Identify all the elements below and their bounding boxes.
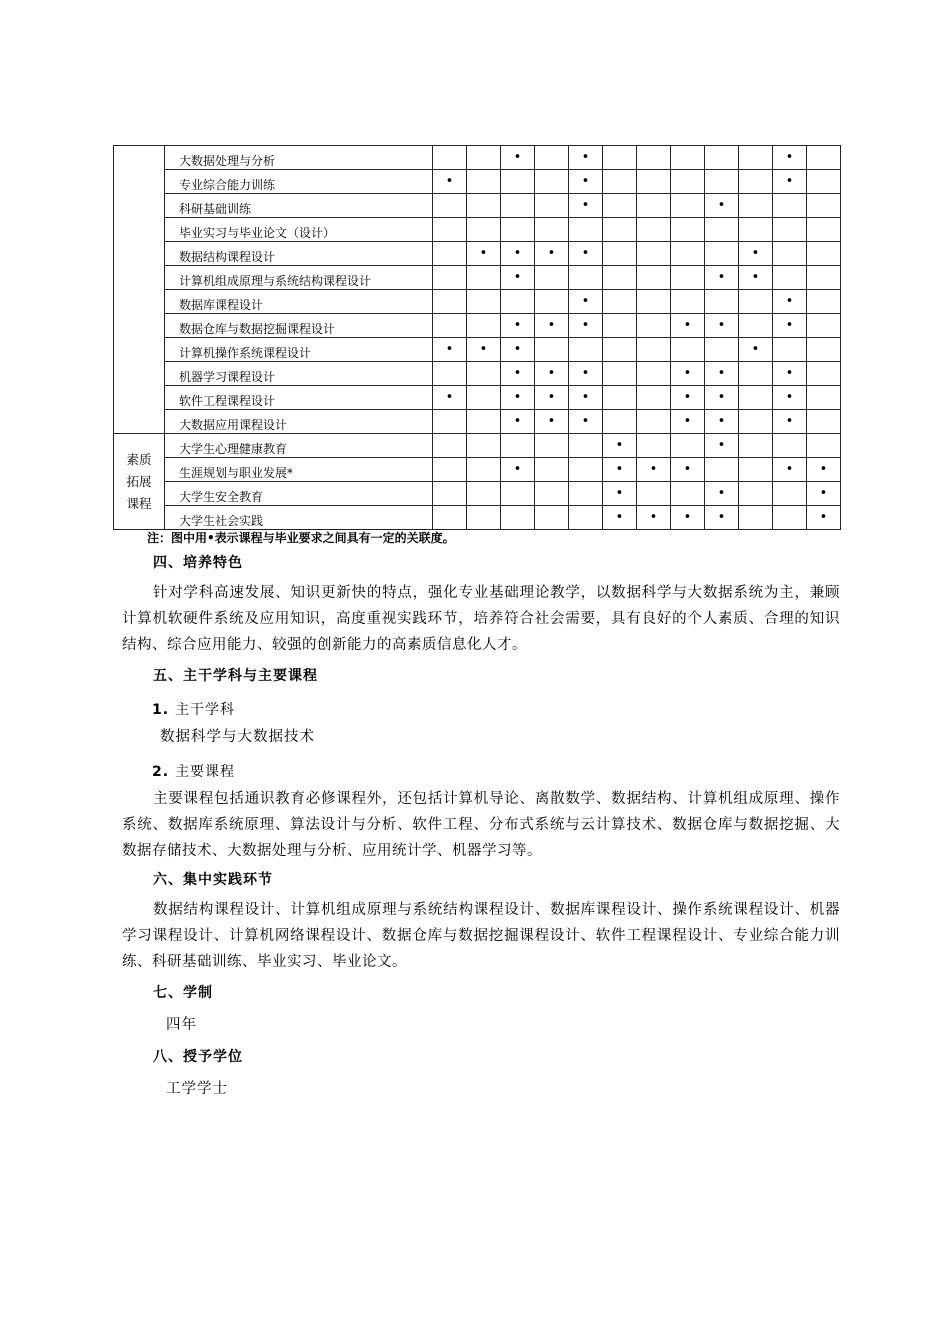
empty-cell xyxy=(637,434,671,458)
empty-cell xyxy=(467,314,501,338)
table-row xyxy=(114,386,841,410)
association-dot: • xyxy=(535,386,569,410)
empty-cell xyxy=(773,266,807,290)
association-dot: • xyxy=(603,506,637,530)
association-dot: • xyxy=(705,506,739,530)
empty-cell xyxy=(705,458,739,482)
table-row xyxy=(114,170,841,194)
empty-cell xyxy=(467,482,501,506)
association-dot: • xyxy=(603,458,637,482)
empty-cell xyxy=(807,410,841,434)
empty-cell xyxy=(603,386,637,410)
empty-cell xyxy=(739,194,773,218)
empty-cell xyxy=(671,434,705,458)
empty-cell xyxy=(603,338,637,362)
empty-cell xyxy=(807,386,841,410)
degree-text: 工学学士 xyxy=(166,1081,228,1097)
category-cell xyxy=(114,146,165,434)
subheading-number: 1. xyxy=(152,702,170,718)
association-dot: • xyxy=(671,410,705,434)
empty-cell xyxy=(603,194,637,218)
association-dot: • xyxy=(569,194,603,218)
empty-cell xyxy=(739,386,773,410)
empty-cell xyxy=(705,242,739,266)
subheading-main-discipline xyxy=(152,699,235,719)
empty-cell xyxy=(637,170,671,194)
association-dot: • xyxy=(467,242,501,266)
table-row xyxy=(114,290,841,314)
course-name: 数据库课程设计 xyxy=(165,290,433,314)
association-dot: • xyxy=(773,386,807,410)
empty-cell xyxy=(637,482,671,506)
empty-cell xyxy=(705,218,739,242)
empty-cell xyxy=(603,146,637,170)
empty-cell xyxy=(637,338,671,362)
empty-cell xyxy=(739,314,773,338)
course-name: 大学生社会实践 xyxy=(165,506,433,530)
table-row xyxy=(114,482,841,506)
empty-cell xyxy=(467,146,501,170)
empty-cell xyxy=(467,506,501,530)
empty-cell xyxy=(535,434,569,458)
association-dot: • xyxy=(773,170,807,194)
empty-cell xyxy=(603,170,637,194)
empty-cell xyxy=(535,218,569,242)
empty-cell xyxy=(807,362,841,386)
empty-cell xyxy=(773,482,807,506)
association-dot: • xyxy=(671,314,705,338)
association-dot: • xyxy=(569,170,603,194)
association-dot: • xyxy=(671,362,705,386)
table-row xyxy=(114,362,841,386)
table-row xyxy=(114,458,841,482)
association-dot: • xyxy=(433,386,467,410)
empty-cell xyxy=(569,458,603,482)
table-row xyxy=(114,242,841,266)
empty-cell xyxy=(535,170,569,194)
empty-cell xyxy=(637,266,671,290)
empty-cell xyxy=(433,362,467,386)
category-cell xyxy=(114,434,165,530)
table-row xyxy=(114,506,841,530)
empty-cell xyxy=(467,458,501,482)
empty-cell xyxy=(501,194,535,218)
association-dot: • xyxy=(569,410,603,434)
empty-cell xyxy=(773,434,807,458)
section-heading-features: 四、培养特色 xyxy=(153,555,243,571)
empty-cell xyxy=(535,194,569,218)
section-heading-disciplines: 五、主干学科与主要课程 xyxy=(153,668,318,684)
empty-cell xyxy=(433,194,467,218)
empty-cell xyxy=(705,338,739,362)
empty-cell xyxy=(705,146,739,170)
section-heading-degree: 八、授予学位 xyxy=(153,1049,243,1065)
course-name: 数据结构课程设计 xyxy=(165,242,433,266)
course-name: 计算机操作系统课程设计 xyxy=(165,338,433,362)
association-dot: • xyxy=(807,506,841,530)
association-dot: • xyxy=(433,338,467,362)
main-courses-paragraph: 主要课程包括通识教育必修课程外，还包括计算机导论、离散数学、数据结构、计算机组成原理、操作系统、数据库系统原理、算法设计与分析、软件工程、分布式系统与云计算技术、数据仓库与数据挖掘、大数据存储技术、大数据处理与分析、应用统计学、机器学习等。 xyxy=(122,791,840,859)
association-dot: • xyxy=(705,434,739,458)
empty-cell xyxy=(807,266,841,290)
empty-cell xyxy=(807,170,841,194)
association-dot: • xyxy=(569,314,603,338)
table-row xyxy=(114,434,841,458)
association-dot: • xyxy=(501,266,535,290)
empty-cell xyxy=(739,482,773,506)
empty-cell xyxy=(467,386,501,410)
empty-cell xyxy=(433,410,467,434)
empty-cell xyxy=(603,242,637,266)
course-name: 大数据处理与分析 xyxy=(165,146,433,170)
empty-cell xyxy=(671,170,705,194)
association-dot: • xyxy=(501,338,535,362)
empty-cell xyxy=(739,458,773,482)
association-dot: • xyxy=(569,290,603,314)
empty-cell xyxy=(501,170,535,194)
empty-cell xyxy=(739,290,773,314)
course-name: 专业综合能力训练 xyxy=(165,170,433,194)
empty-cell xyxy=(671,242,705,266)
empty-cell xyxy=(603,218,637,242)
empty-cell xyxy=(569,482,603,506)
empty-cell xyxy=(433,434,467,458)
empty-cell xyxy=(807,314,841,338)
course-name: 数据仓库与数据挖掘课程设计 xyxy=(165,314,433,338)
empty-cell xyxy=(773,218,807,242)
subheading-number: 2. xyxy=(152,764,170,780)
empty-cell xyxy=(603,362,637,386)
association-dot: • xyxy=(671,386,705,410)
association-dot: • xyxy=(773,458,807,482)
association-dot: • xyxy=(501,458,535,482)
empty-cell xyxy=(739,506,773,530)
subheading-main-courses xyxy=(152,761,235,781)
table-row xyxy=(114,410,841,434)
association-dot: • xyxy=(501,242,535,266)
empty-cell xyxy=(773,338,807,362)
course-name: 软件工程课程设计 xyxy=(165,386,433,410)
empty-cell xyxy=(467,290,501,314)
empty-cell xyxy=(637,194,671,218)
association-dot: • xyxy=(535,410,569,434)
association-dot: • xyxy=(603,482,637,506)
table-row xyxy=(114,194,841,218)
association-dot: • xyxy=(671,506,705,530)
empty-cell xyxy=(467,266,501,290)
empty-cell xyxy=(637,218,671,242)
empty-cell xyxy=(467,362,501,386)
section-heading-duration: 七、学制 xyxy=(153,985,213,1001)
empty-cell xyxy=(433,242,467,266)
empty-cell xyxy=(535,146,569,170)
empty-cell xyxy=(807,338,841,362)
empty-cell xyxy=(739,362,773,386)
association-dot: • xyxy=(705,386,739,410)
empty-cell xyxy=(433,458,467,482)
empty-cell xyxy=(433,506,467,530)
association-dot: • xyxy=(705,362,739,386)
empty-cell xyxy=(569,506,603,530)
empty-cell xyxy=(637,386,671,410)
empty-cell xyxy=(569,434,603,458)
association-dot: • xyxy=(637,506,671,530)
association-dot: • xyxy=(501,410,535,434)
course-requirement-matrix xyxy=(113,145,841,530)
empty-cell xyxy=(807,218,841,242)
subheading-title: 主干学科 xyxy=(175,702,236,718)
empty-cell xyxy=(501,218,535,242)
empty-cell xyxy=(671,194,705,218)
category-label-line: 素质 xyxy=(126,451,152,467)
table-row xyxy=(114,266,841,290)
empty-cell xyxy=(637,146,671,170)
empty-cell xyxy=(739,170,773,194)
empty-cell xyxy=(569,266,603,290)
empty-cell xyxy=(433,290,467,314)
association-dot: • xyxy=(569,242,603,266)
association-dot: • xyxy=(433,170,467,194)
table-row xyxy=(114,218,841,242)
empty-cell xyxy=(739,410,773,434)
subheading-title: 主要课程 xyxy=(175,764,236,780)
practice-paragraph: 数据结构课程设计、计算机组成原理与系统结构课程设计、数据库课程设计、操作系统课程设计、机器学习课程设计、计算机网络课程设计、数据仓库与数据挖掘课程设计、软件工程课程设计、专业综合能力训练、科研基础训练、毕业实习、毕业论文。 xyxy=(122,902,840,970)
association-dot: • xyxy=(705,314,739,338)
course-name: 毕业实习与毕业论文（设计） xyxy=(165,218,433,242)
empty-cell xyxy=(535,506,569,530)
empty-cell xyxy=(739,146,773,170)
empty-cell xyxy=(807,290,841,314)
empty-cell xyxy=(467,194,501,218)
association-dot: • xyxy=(535,362,569,386)
main-discipline-text: 数据科学与大数据技术 xyxy=(160,729,315,745)
association-dot: • xyxy=(739,242,773,266)
empty-cell xyxy=(773,506,807,530)
empty-cell xyxy=(773,242,807,266)
duration-text: 四年 xyxy=(166,1017,197,1033)
empty-cell xyxy=(603,290,637,314)
association-dot: • xyxy=(501,314,535,338)
empty-cell xyxy=(739,218,773,242)
association-dot: • xyxy=(739,266,773,290)
empty-cell xyxy=(433,314,467,338)
empty-cell xyxy=(433,266,467,290)
empty-cell xyxy=(467,170,501,194)
empty-cell xyxy=(705,290,739,314)
association-dot: • xyxy=(773,362,807,386)
table-row xyxy=(114,146,841,170)
association-dot: • xyxy=(569,362,603,386)
empty-cell xyxy=(501,290,535,314)
course-name: 生涯规划与职业发展* xyxy=(165,458,433,482)
empty-cell xyxy=(501,506,535,530)
table-row xyxy=(114,314,841,338)
empty-cell xyxy=(807,242,841,266)
empty-cell xyxy=(671,266,705,290)
association-dot: • xyxy=(637,458,671,482)
empty-cell xyxy=(535,290,569,314)
association-dot: • xyxy=(773,314,807,338)
empty-cell xyxy=(637,242,671,266)
empty-cell xyxy=(773,194,807,218)
association-dot: • xyxy=(603,434,637,458)
empty-cell xyxy=(637,362,671,386)
empty-cell xyxy=(807,146,841,170)
empty-cell xyxy=(807,194,841,218)
course-name: 大学生心理健康教育 xyxy=(165,434,433,458)
empty-cell xyxy=(433,146,467,170)
category-label-line: 课程 xyxy=(126,495,152,511)
empty-cell xyxy=(501,482,535,506)
empty-cell xyxy=(535,482,569,506)
course-name: 科研基础训练 xyxy=(165,194,433,218)
empty-cell xyxy=(569,338,603,362)
association-dot: • xyxy=(535,242,569,266)
empty-cell xyxy=(637,290,671,314)
association-dot: • xyxy=(739,338,773,362)
association-dot: • xyxy=(773,146,807,170)
empty-cell xyxy=(637,314,671,338)
association-dot: • xyxy=(671,458,705,482)
empty-cell xyxy=(603,266,637,290)
association-dot: • xyxy=(773,290,807,314)
features-paragraph: 针对学科高速发展、知识更新快的特点，强化专业基础理论教学，以数据科学与大数据系统为主，兼顾计算机软硬件系统及应用知识，高度重视实践环节，培养符合社会需要，具有良好的个人素质、合理的知识结构、综合应用能力、较强的创新能力的高素质信息化人才。 xyxy=(122,585,840,653)
empty-cell xyxy=(637,410,671,434)
empty-cell xyxy=(807,434,841,458)
association-dot: • xyxy=(705,410,739,434)
empty-cell xyxy=(603,314,637,338)
empty-cell xyxy=(603,410,637,434)
empty-cell xyxy=(433,218,467,242)
association-dot: • xyxy=(501,386,535,410)
empty-cell xyxy=(467,218,501,242)
association-dot: • xyxy=(705,482,739,506)
empty-cell xyxy=(433,482,467,506)
empty-cell xyxy=(467,434,501,458)
empty-cell xyxy=(535,458,569,482)
empty-cell xyxy=(671,146,705,170)
association-dot: • xyxy=(773,410,807,434)
course-name: 大数据应用课程设计 xyxy=(165,410,433,434)
association-dot: • xyxy=(535,314,569,338)
empty-cell xyxy=(535,338,569,362)
association-dot: • xyxy=(569,386,603,410)
empty-cell xyxy=(671,482,705,506)
association-dot: • xyxy=(569,146,603,170)
empty-cell xyxy=(671,218,705,242)
empty-cell xyxy=(739,434,773,458)
course-name: 计算机组成原理与系统结构课程设计 xyxy=(165,266,433,290)
association-dot: • xyxy=(705,266,739,290)
empty-cell xyxy=(671,338,705,362)
empty-cell xyxy=(705,170,739,194)
course-name: 大学生安全教育 xyxy=(165,482,433,506)
association-dot: • xyxy=(705,194,739,218)
table-note: 注：图中用•表示课程与毕业要求之间具有一定的关联度。 xyxy=(147,531,455,545)
empty-cell xyxy=(569,218,603,242)
association-dot: • xyxy=(467,338,501,362)
course-name: 机器学习课程设计 xyxy=(165,362,433,386)
empty-cell xyxy=(535,266,569,290)
empty-cell xyxy=(467,410,501,434)
association-dot: • xyxy=(807,458,841,482)
empty-cell xyxy=(671,290,705,314)
table-row xyxy=(114,338,841,362)
section-heading-practice: 六、集中实践环节 xyxy=(153,872,273,888)
empty-cell xyxy=(501,434,535,458)
association-dot: • xyxy=(807,482,841,506)
category-label-line: 拓展 xyxy=(126,473,152,489)
association-dot: • xyxy=(501,362,535,386)
association-dot: • xyxy=(501,146,535,170)
